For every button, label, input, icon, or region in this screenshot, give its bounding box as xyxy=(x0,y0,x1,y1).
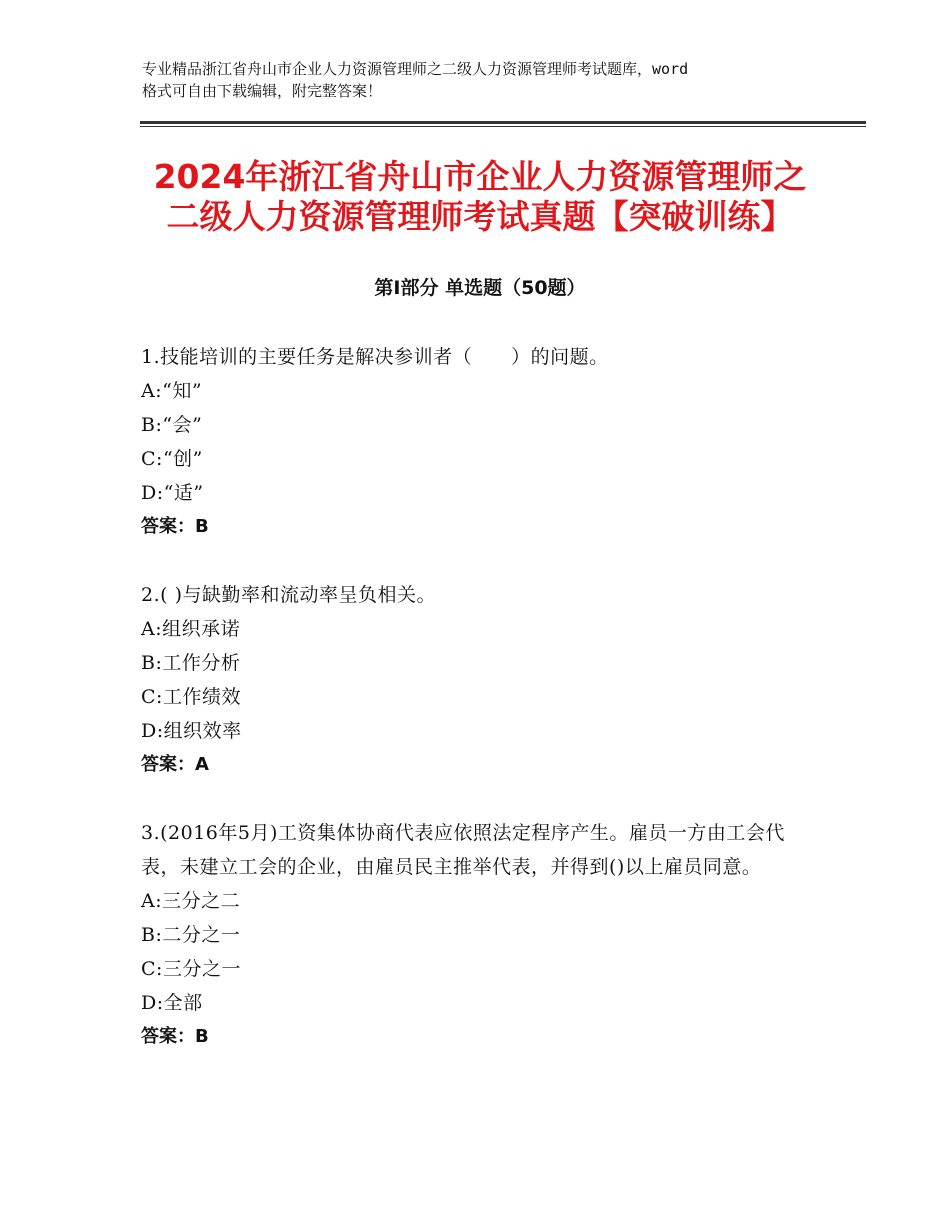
answer: 答案：B xyxy=(141,1026,209,1047)
option-a: A:三分之二 xyxy=(141,890,241,912)
header-rule-thick xyxy=(140,121,866,124)
question-list xyxy=(141,340,821,1054)
header-rule-thin xyxy=(140,126,866,127)
question-stem: 3.(2016年5月)工资集体协商代表应依照法定程序产生。雇员一方由工会代表，未建立工会的企业，由雇员民主推举代表，并得到()以上雇员同意。 xyxy=(141,822,785,878)
document-title-line-1: 2024年浙江省舟山市企业人力资源管理师之 xyxy=(153,157,807,196)
option-b: B:工作分析 xyxy=(141,652,241,674)
option-c: C:工作绩效 xyxy=(141,686,241,708)
option-a: A:“知” xyxy=(141,380,203,402)
question-1 xyxy=(141,340,821,544)
question-stem: 2.( )与缺勤率和流动率呈负相关。 xyxy=(141,584,436,606)
question-stem: 1.技能培训的主要任务是解决参训者（ ）的问题。 xyxy=(141,346,609,368)
option-d: D:全部 xyxy=(141,992,203,1014)
document-title-line-2: 二级人力资源管理师考试真题【突破训练】 xyxy=(166,197,794,236)
header-note: 专业精品浙江省舟山市企业人力资源管理师之二级人力资源管理师考试题库，word 格式可自由下载编辑，附完整答案！ xyxy=(142,60,689,100)
document-title xyxy=(140,157,820,237)
question-spacer xyxy=(141,782,821,816)
option-d: D:组织效率 xyxy=(141,720,242,742)
option-b: B:“会” xyxy=(141,414,203,436)
answer: 答案：A xyxy=(141,754,209,775)
option-c: C:三分之一 xyxy=(141,958,241,980)
option-b: B:二分之一 xyxy=(141,924,241,946)
question-spacer xyxy=(141,544,821,578)
option-d: D:“适” xyxy=(141,482,204,504)
option-c: C:“创” xyxy=(141,448,203,470)
answer: 答案：B xyxy=(141,516,209,537)
question-3 xyxy=(141,816,821,1054)
question-2 xyxy=(141,578,821,782)
section-title: 第Ⅰ部分 单选题（50题） xyxy=(374,277,586,299)
option-a: A:组织承诺 xyxy=(141,618,241,640)
